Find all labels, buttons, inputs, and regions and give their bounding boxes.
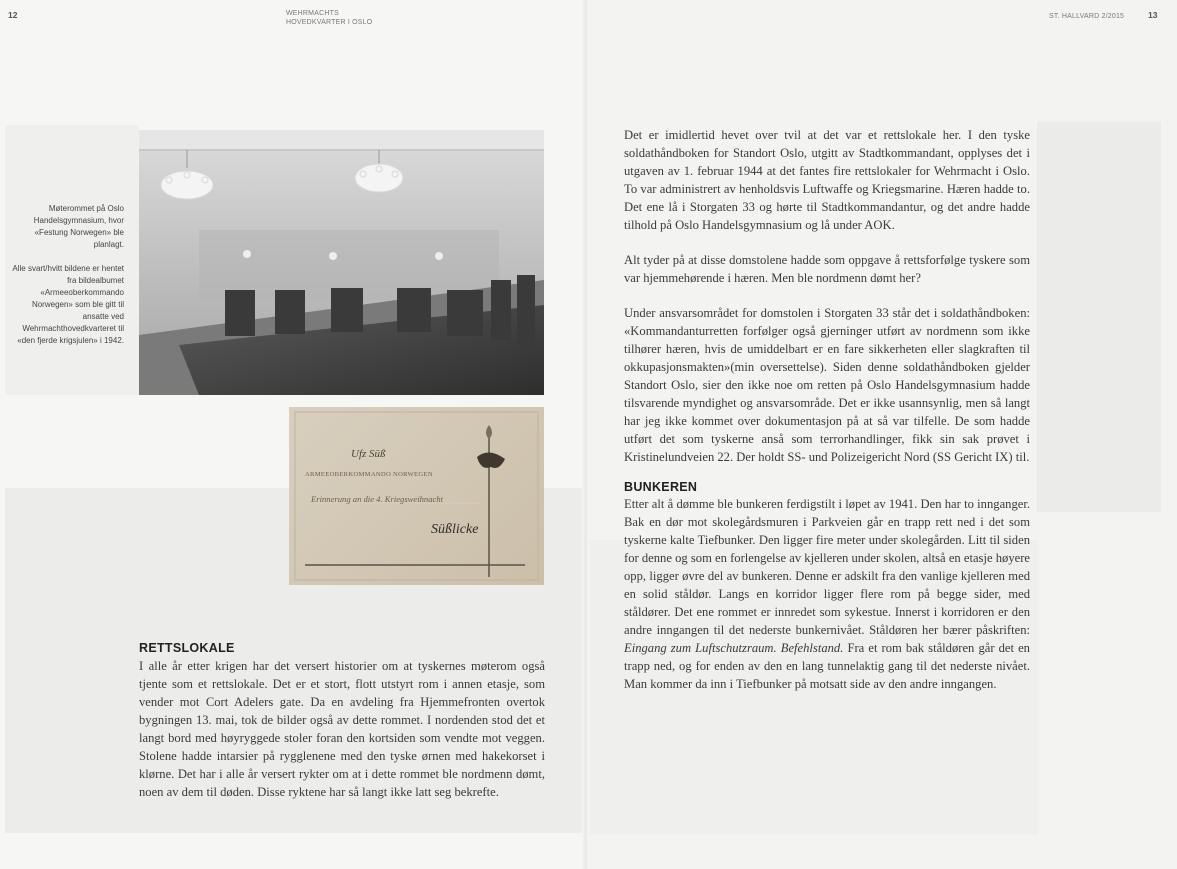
caption-paragraph-2: Alle svart/hvitt bildene er hentet fra bildealbumet «Armeeoberkommando Norwegen» som ble gitt til ansatte ved Wehrmachthovedkvarteret til «den fjerde krigsjulen» i 1942.	[12, 264, 124, 345]
photo-caption	[5, 203, 124, 359]
page-number-right: 13	[1148, 10, 1158, 20]
running-title-line-2: HOVEDKVARTER I OSLO	[286, 19, 373, 26]
christmas-card-photo	[289, 407, 544, 585]
right-paragraph-3: Under ansvarsområdet for domstolen i Storgaten 33 står det i soldathåndboken: «Kommandanturretten forfølger også gjerninger utført av nordmenn som ikke tilhører hæren, hvis de umiddelbart er en fare sikkerheten eller slagkraften til okkupasjonsmakten»(min oversettelse). Siden denne soldathåndboken gjelder Standort Oslo, sier den ikke noe om retten på Oslo Handelsgymnasium hadde tilsvarende myndighet og ansvarsområde. Det er ikke usannsynlig, men så langt har jeg ikke kommet over dokumentasjon på at så var tilfelle. De som hadde utført det som tyskerne anså som terrorhandlinger, fikk sin sak prøvet i Kristinelundveien 22. Der holdt SS- und Polizeigericht Nord (SS Gericht IX) til.	[624, 306, 1030, 464]
rettslokale-paragraph: I alle år etter krigen har det versert historier om at tyskernes møterom også tjente som et rettslokale. Det er et stort, flott utstyrt rom i annen etasje, som vender mot Cort Adelers gate. Da en avdeling fra Hjemmefronten overtok bygningen 13. mai, tok de bilder også av dette rommet. I nordenden stod det et langt bord med høyryggede stoler foran den kortsiden som vendte mot veggen. Stolene hadde intarsier på rygglenene med den tyske ørnen med hakekorset i klørne. Det har i alle år versert rykter om at i dette rommet ble nordmenn dømt, noen av dem til døden. Disse ryktene har så langt ikke latt seg bekrefte.	[139, 659, 545, 799]
meeting-room-photo	[139, 130, 544, 395]
page-gutter	[582, 0, 588, 869]
bunker-text-part-1: Etter alt å dømme ble bunkeren ferdigstilt i løpet av 1941. Den har to innganger. Bak en dør mot skolegårdsmuren i Parkveien går en trapp rett ned i det som tyskerne kalte Tiefbunker. Den ligger fire meter under skolegården. Litt til siden for denne og som en forlengelse av kjelleren under skolen, altså en etasje høyere opp, ligger øvre del av bunkeren. Denne er adskilt fra den vanlige kjelleren med en solid ståldør. Langs en korridor ligger flere rom på begge sider, med ståldører. Det ene rommet er innredet som sykestue. Innerst i korridoren er den andre inngangen til det nederste bunkernivået. Ståldøren her bærer påskriften:	[624, 497, 1030, 637]
card-memory-line: Erinnerung an die 4. Kriegsweihnacht	[311, 494, 443, 504]
section-title-bunkeren: BUNKEREN	[624, 480, 698, 494]
right-paragraph-1: Det er imidlertid hevet over tvil at det var et rettslokale her. I den tyske soldathåndboken for Standort Oslo, utgitt av Stadtkommandant, opplyses det i utgaven av 1. februar 1944 at det fantes fire rettslokaler for Wehrmacht i Oslo. To var administrert av henholdsvis Luftwaffe og Kriegsmarine. Hæren hadde to. Det ene lå i Storgaten 33 og hørte til Stadtkommandantur, og det andre hadde tilhold på Oslo Handelsgymnasium og lå under AOK.	[624, 128, 1030, 232]
publication-title: ST. HALLVARD 2/2015	[1049, 13, 1125, 20]
meeting-room-illustration	[139, 130, 544, 395]
card-signature: Süßlicke	[431, 522, 479, 537]
right-paragraph-2: Alt tyder på at disse domstolene hadde som oppgave å rettsforfølge tyskere som var hjemmehørende i hæren. Men ble nordmenn dømt her?	[624, 253, 1030, 285]
bunker-paragraph	[624, 495, 1030, 693]
page-number-left: 12	[8, 10, 18, 20]
card-recipient-name: Ufz Süß	[351, 448, 386, 460]
right-body-text	[624, 126, 1030, 693]
caption-paragraph-1: Møterommet på Oslo Handelsgymnasium, hvor «Festung Norwegen» ble planlagt.	[33, 204, 124, 249]
card-organization: ARMEEOBERKOMMANDO NORWEGEN	[305, 471, 433, 478]
section-title-rettslokale: RETTSLOKALE	[139, 641, 235, 655]
bunker-door-inscription: Eingang zum Luftschutzraum. Befehlstand.	[624, 641, 844, 655]
bleed-block-right-top	[1037, 122, 1161, 512]
bunker-text-part-2: Fra et rom bak ståldøren går det en trapp ned, og for enden av den en lang tunnelaktig gang til det nederste nivået. Man kommer da inn i Tiefbunker på motsatt side av den andre inngangen.	[624, 641, 1030, 691]
running-title-line-1: WEHRMACHTS	[286, 10, 339, 17]
left-body-text	[139, 657, 545, 801]
running-title-left	[286, 9, 372, 27]
